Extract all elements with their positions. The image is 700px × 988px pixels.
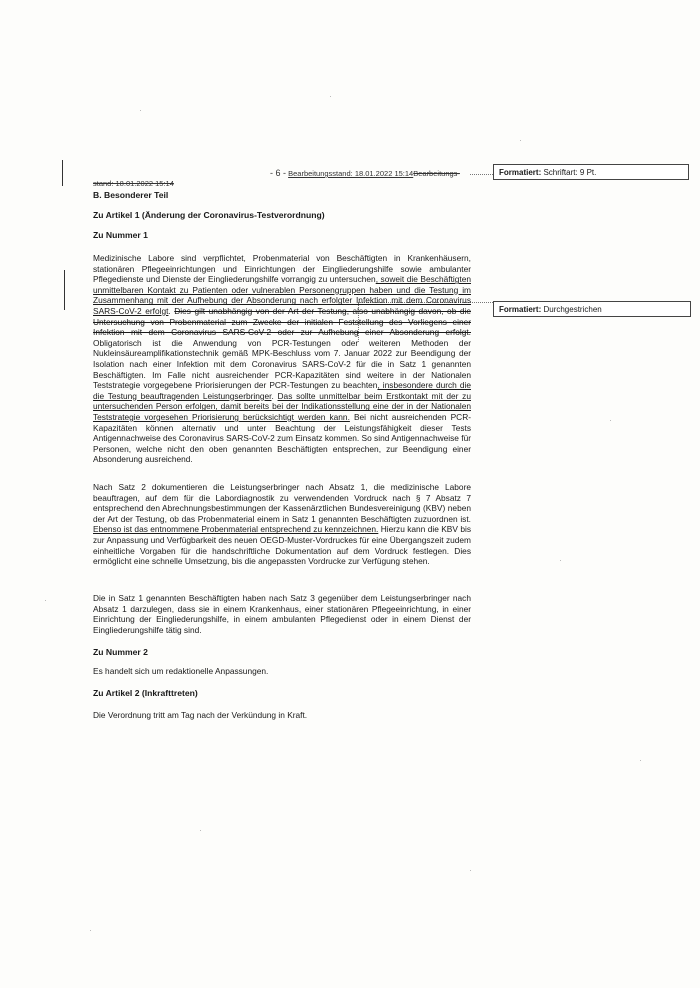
text-run: Nach Satz 2 dokumentieren die Leistungserbringer nach Absatz 1, die medizinische Labore beauftragen, auf dem für die Labordiagnostik zu verwendenden Vordruck nach § 7 Absatz 7 entsprechend den Abrechnungsbestimmungen der Kassenärztlichen Bundesvereinigung (KBV) neben der Art der Testung, ob das Probenmaterial einem in Satz 1 genannten Beschäftigten zuzuordnen ist. bbox=[93, 482, 471, 524]
header-stand-deleted: Bearbeitungs- bbox=[413, 169, 460, 178]
balloon-text: Schriftart: 9 Pt. bbox=[543, 168, 597, 177]
text-run: Bei nicht ausreichenden PCR-Kapazitäten können alternativ und unter Beachtung der Leistungsfähigkeit dieser Tests Antigennachweise des Coronavirus SARS-CoV-2 zum Einsatz kommen. So sind Antigennachweise für Personen, welche nicht den oben genannten Beschäftigten entsprechen, zur Beendigung einer Absonderung ausreichend. bbox=[93, 411, 472, 465]
balloon-leader-1 bbox=[470, 174, 493, 175]
change-bar-mid bbox=[64, 270, 65, 310]
paragraph-4 bbox=[93, 666, 471, 677]
header-stand-inserted: Bearbeitungsstand: 18.01.2022 15:14 bbox=[288, 169, 414, 178]
deleted-stand-note: stand: 18.01.2022 15:14 bbox=[93, 179, 174, 188]
part-title: B. Besonderer Teil bbox=[93, 190, 169, 200]
text-run: Es handelt sich um redaktionelle Anpassungen. bbox=[93, 666, 269, 676]
balloon-label: Formatiert: bbox=[499, 168, 542, 177]
paragraph-3 bbox=[93, 593, 471, 635]
number-2-heading: Zu Nummer 2 bbox=[93, 647, 148, 657]
format-balloon-font bbox=[493, 164, 689, 180]
page-number: - 6 - bbox=[270, 168, 287, 178]
paragraph-1 bbox=[93, 253, 471, 465]
text-run: . bbox=[271, 390, 278, 401]
paragraph-2 bbox=[93, 482, 471, 567]
article-1-heading: Zu Artikel 1 (Änderung der Coronavirus-Testverordnung) bbox=[93, 210, 325, 220]
balloon-label: Formatiert: bbox=[499, 305, 542, 314]
article-2-heading: Zu Artikel 2 (Inkrafttreten) bbox=[93, 688, 198, 698]
inserted-text: Das sollte unmittelbar beim Erstkontakt mit der zu untersuchenden Person erfolgen, damit bereits bei der Indikationsstellung eine der in der Nationalen Teststrategie vorgesehen Priorisierung berücksichtigt werden kann. bbox=[93, 390, 471, 422]
paragraph-5 bbox=[93, 710, 471, 721]
page-header bbox=[270, 168, 460, 178]
balloon-text: Durchgestrichen bbox=[543, 305, 602, 314]
inserted-text: , insbesondere durch die die Testung beauftragenden Leistungserbringer bbox=[93, 380, 471, 401]
text-run: Hierzu kann die KBV bis zur Anpassung und Verfügbarkeit des neuen OEGD-Muster-Vordruckes für eine Übergangszeit zudem einheitliche Vorgaben für die handschriftliche Dokumentation auf dem Vordruck festlegen. Dies ermöglicht eine schnelle Umsetzung, bis die angepassten Vordrucke zur Verfügung stehen. bbox=[93, 524, 471, 567]
text-run: Die in Satz 1 genannten Beschäftigten haben nach Satz 3 gegenüber dem Leistungserbringer nach Absatz 1 darzulegen, dass sie in einem Krankenhaus, einer stationären Pflegeeinrichtung, in einer Einrichtung der Eingliederungshilfe, in einem ambulanten Pflegedienst oder in einem Dienst der Eingliederungshilfe tätig sind. bbox=[93, 593, 471, 635]
inserted-text: , soweit die Beschäftigten unmittelbaren Kontakt zu Patienten oder vulnerablen Personengruppen haben und die Testung im Zusammenhang mit der Aufhebung der Absonderung nach erfolgter Infektion mit dem Coronavirus SARS-CoV-2 erfolgt bbox=[93, 274, 471, 316]
deleted-text: Dies gilt unabhängig von der Art der Testung, also unabhängig davon, ob die Untersuchung von Probenmaterial zum Zwecke der initialen Feststellung des Vorliegens einer Infektion mit dem Coronavirus SARS-CoV-2 oder zur Aufhebung einer Absonderung erfolgt. bbox=[93, 305, 471, 338]
text-run: Medizinische Labore sind verpflichtet, Probenmaterial von Beschäftigten in Krankenhäusern, stationären Pflegeeinrichtungen und Einrichtungen der Eingliederungshilfe sowie ambulanter Pflegedienste und Dienste der Eingliederungshilfe vorrangig zu untersuchen bbox=[93, 253, 471, 285]
change-bar-top bbox=[62, 160, 63, 186]
number-1-heading: Zu Nummer 1 bbox=[93, 230, 148, 240]
format-balloon-strike bbox=[493, 301, 691, 317]
text-run: Die Verordnung tritt am Tag nach der Verkündung in Kraft. bbox=[93, 710, 308, 720]
text-run: . bbox=[168, 305, 175, 316]
text-run: Obligatorisch ist die Anwendung von PCR-Testungen oder weiteren Methoden der Nukleinsäureamplifikationstechnik gemäß MPK-Beschluss vom 7. Januar 2022 zur Beendigung der Isolation nach einer Infektion mit dem Coronavirus SARS-CoV-2 für die in Satz 1 genannten Beschäftigten. Im Falle nicht ausreichender PCR-Kapazitäten sind weitere in der Nationalen Teststrategie vorgegebene Priorisierungen der PCR-Testungen zu beachten bbox=[93, 337, 471, 391]
inserted-text: Ebenso ist das entnommene Probenmaterial entsprechend zu kennzeichnen. bbox=[93, 524, 379, 535]
